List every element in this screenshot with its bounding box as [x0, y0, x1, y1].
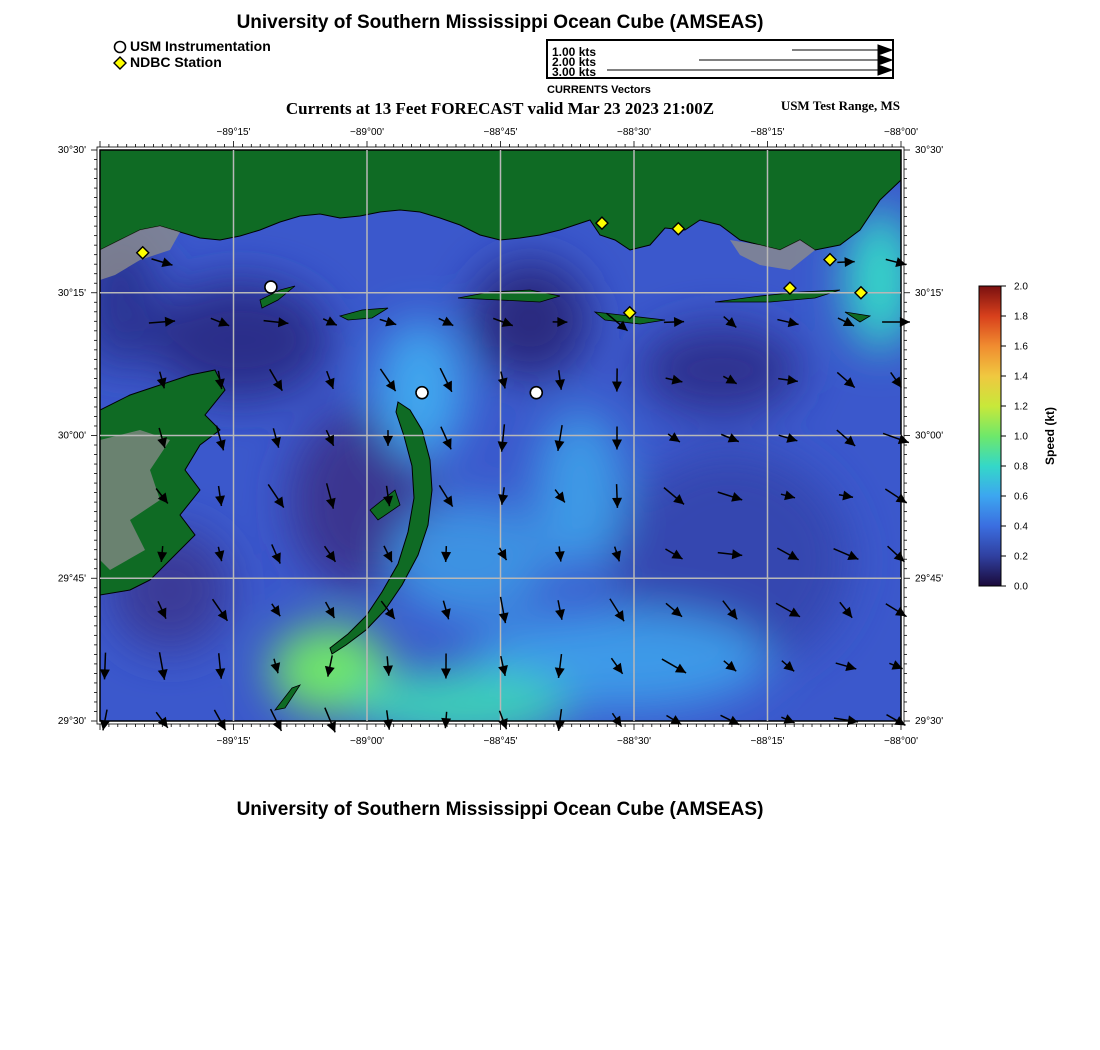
speed-field	[80, 150, 915, 740]
vector-key-arrowhead-1	[878, 45, 892, 55]
lat-label-left: 30°30'	[57, 145, 86, 156]
colorbar-tick-label: 0.6	[1014, 491, 1028, 503]
vector-key-label-2: 2.00 kts	[552, 55, 597, 69]
colorbar-tick-label: 0.0	[1014, 581, 1028, 593]
range-label: USM Test Range, MS	[780, 98, 900, 113]
colorbar-tick-label: 0.2	[1014, 551, 1028, 563]
lat-label-left: 29°30'	[57, 716, 86, 727]
lon-label-bottom: −88°30'	[617, 736, 651, 747]
vector-scale-key	[546, 39, 894, 79]
lon-label-bottom: −88°00'	[884, 736, 918, 747]
lon-label-bottom: −88°45'	[483, 736, 518, 747]
lat-label-right: 30°00'	[915, 430, 944, 442]
usm-station-marker	[416, 387, 428, 399]
lon-label-top: −89°15'	[216, 127, 251, 138]
legend-ndbc-label: NDBC Station	[130, 54, 222, 70]
lon-label-top: −88°15'	[750, 127, 785, 138]
current-map	[0, 127, 960, 760]
colorbar-tick-label: 1.4	[1014, 371, 1028, 383]
vector-key-arrowhead-3	[878, 65, 892, 75]
vector-key-label-3: 3.00 kts	[552, 65, 597, 79]
lon-label-bottom: −89°00'	[350, 736, 384, 747]
lat-label-left: 30°15'	[57, 287, 86, 299]
usm-circle-icon	[113, 40, 127, 54]
lat-label-left: 29°45'	[57, 573, 86, 585]
usm-station-marker	[265, 281, 277, 293]
vector-key-caption: CURRENTS Vectors	[547, 84, 651, 96]
colorbar-ticks	[1001, 282, 1028, 593]
lon-label-top: −88°45'	[483, 127, 518, 138]
legend-usm-row	[113, 38, 271, 54]
speed-colorbar	[970, 280, 1080, 600]
colorbar-tick-label: 0.8	[1014, 461, 1028, 473]
lat-label-right: 29°45'	[915, 573, 944, 585]
colorbar-tick-label: 1.0	[1014, 431, 1028, 443]
lon-label-top: −88°30'	[617, 127, 651, 138]
colorbar-tick-label: 2.0	[1014, 281, 1028, 293]
lat-label-right: 29°30'	[915, 716, 944, 727]
lon-label-bottom: −89°15'	[216, 736, 251, 747]
lon-label-top: −89°00'	[350, 127, 384, 138]
lat-label-left: 30°00'	[57, 430, 86, 442]
lon-label-top: −88°00'	[884, 127, 918, 138]
colorbar-tick-label: 1.6	[1014, 341, 1028, 353]
usm-station-marker	[530, 387, 542, 399]
lat-label-right: 30°15'	[915, 287, 944, 299]
footer-title: University of Southern Mississippi Ocean Cube (AMSEAS)	[236, 799, 764, 820]
colorbar-tick-label: 1.2	[1014, 401, 1028, 413]
map-subtitle: Currents at 13 Feet FORECAST valid Mar 23 2023 21:00Z	[285, 99, 715, 118]
legend-usm-label: USM Instrumentation	[130, 38, 271, 54]
ndbc-diamond-icon	[113, 56, 127, 70]
lon-label-bottom: −88°15'	[750, 736, 785, 747]
station-legend	[113, 38, 271, 70]
vector-key-arrowhead-2	[878, 55, 892, 65]
vector-key-arrows	[546, 39, 894, 79]
colorbar-ramp	[979, 286, 1001, 586]
colorbar-tick-label: 0.4	[1014, 521, 1028, 533]
vector-key-label-1: 1.00 kts	[552, 45, 597, 59]
lat-label-right: 30°30'	[915, 145, 944, 156]
page-title: University of Southern Mississippi Ocean Cube (AMSEAS)	[236, 12, 764, 33]
colorbar-tick-label: 1.8	[1014, 311, 1028, 323]
colorbar-label: Speed (kt)	[1043, 406, 1057, 466]
legend-ndbc-row	[113, 54, 271, 70]
